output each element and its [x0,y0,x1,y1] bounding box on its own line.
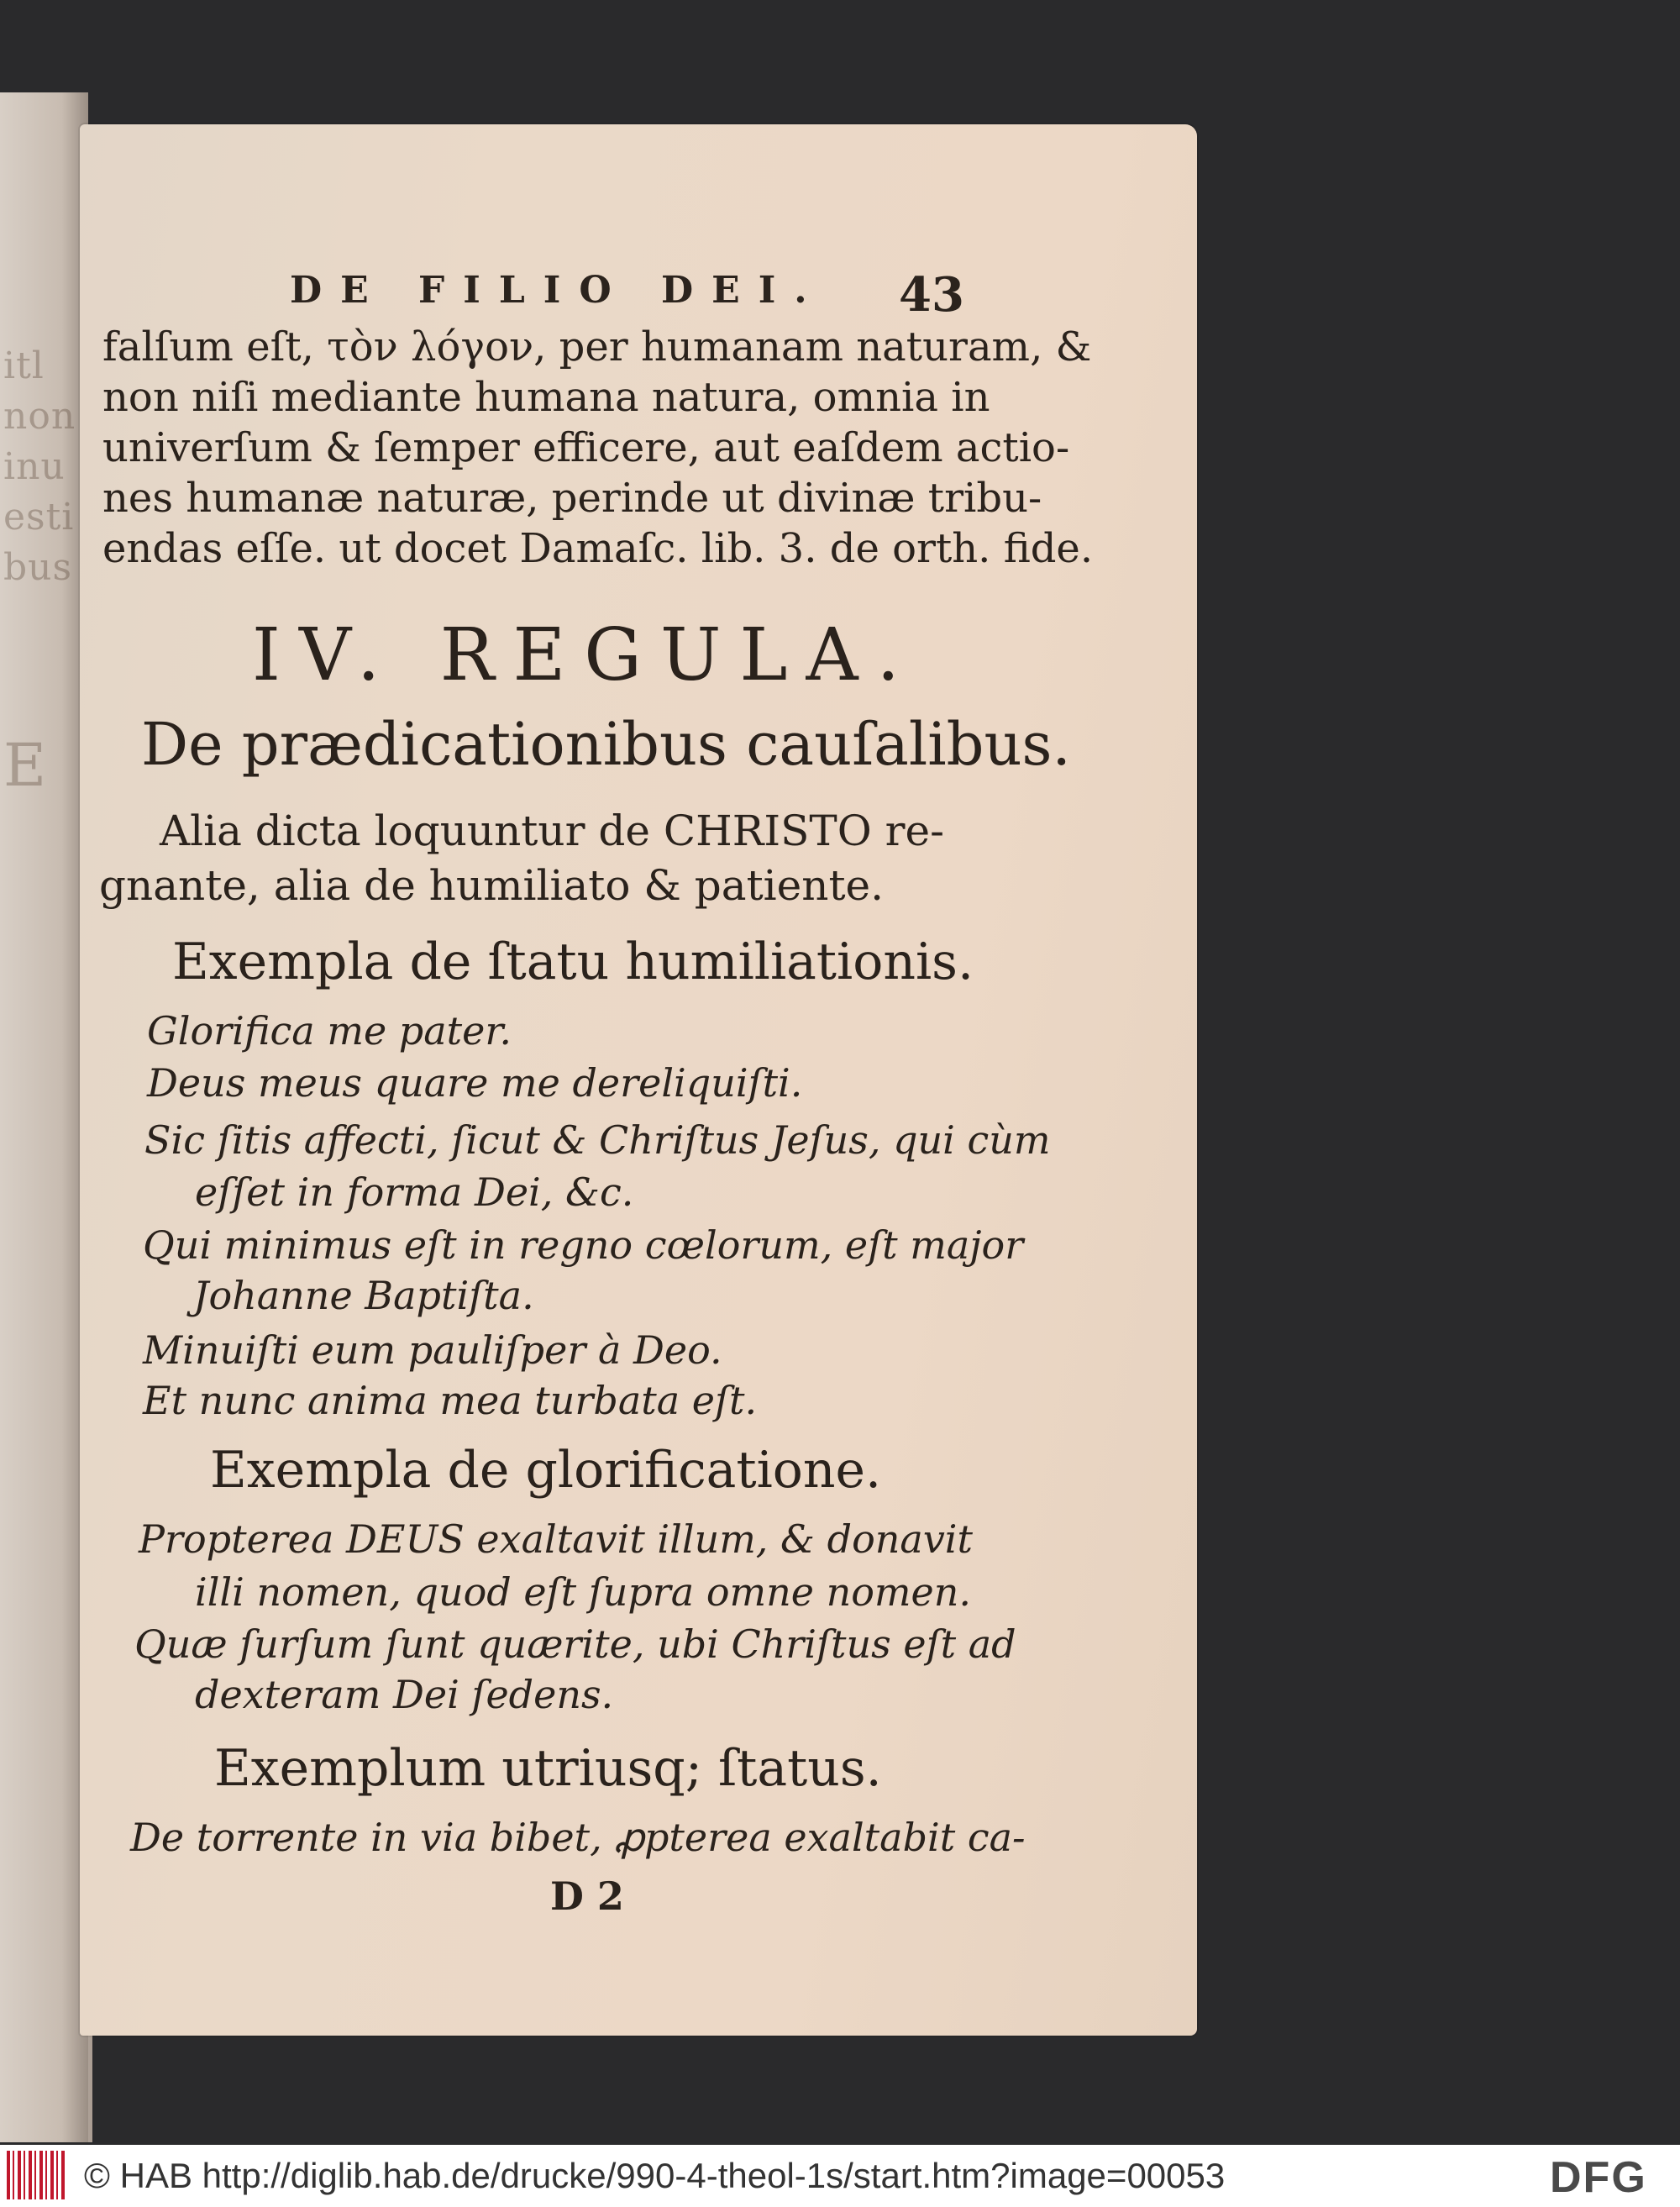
example-line: Minuiſti eum pauliſper à Deo. [143,1327,722,1373]
example-line: eſſet in forma Dei, &c. [195,1169,634,1215]
bleed-through-text: itl [3,344,45,387]
example-line: Quæ ſurſum ſunt quærite, ubi Chriſtus eſt ad [134,1621,1016,1667]
text-line: falſum eſt, τὸν λόγον, per humanam naturam, & [102,323,1092,370]
section-heading-humiliation: Exempla de ſtatu humiliationis. [172,933,974,991]
section-heading-both: Exemplum utriusq; ſtatus. [214,1739,882,1798]
bleed-through-text: esti [3,496,75,539]
running-head: DE FILIO DEI. [290,269,826,312]
rule-subheading: De prædicationibus cauſalibus. [141,710,1071,779]
example-line: illi nomen, quod eſt ſupra omne nomen. [195,1569,972,1615]
text-line: Alia dicta loquuntur de CHRISTO re- [160,807,945,855]
rule-heading: IV. REGULA. [252,613,918,697]
page-number: 43 [899,267,964,323]
example-line: Johanne Baptiſta. [193,1273,534,1318]
text-line: univerſum & ſemper efficere, aut eaſdem actio- [102,424,1070,471]
bleed-through-text: E [3,731,48,800]
signature-mark: D 2 [550,1873,624,1919]
bleed-through-text: non [3,395,76,438]
example-line: Deus meus quare me dereliquiſti. [147,1060,803,1106]
text-line: non niſi mediante humana natura, omnia in [102,374,990,421]
example-line: Sic ſitis affecti, ſicut & Chriſtus Jeſus, qui cùm [144,1117,1051,1163]
example-line: dexteram Dei ſedens. [195,1672,614,1717]
example-line: Qui minimus eſt in regno cœlorum, eſt major [143,1222,1024,1268]
example-line: Glorifica me pater. [147,1008,512,1054]
previous-page-edge [0,92,88,2142]
section-heading-glorification: Exempla de glorificatione. [210,1441,882,1500]
text-line: nes humanæ naturæ, perinde ut divinæ tribu- [102,475,1042,522]
copyright-link[interactable]: © HAB http://diglib.hab.de/drucke/990-4-theol-1s/start.htm?image=00053 [84,2156,1226,2195]
bleed-through-text: bus [3,546,73,589]
dfg-logo: DFG [1550,2153,1647,2202]
example-line: Propterea DEUS exaltavit illum, & donavit [139,1516,973,1562]
barcode-icon [7,2151,67,2199]
bleed-through-text: inu [3,445,66,488]
example-line: Et nunc anima mea turbata eſt. [143,1378,758,1423]
text-line: gnante, alia de humiliato & patiente. [99,861,885,910]
text-line: endas eſſe. ut docet Damaſc. lib. 3. de orth. fide. [102,525,1094,572]
example-line: De torrente in via bibet, ꝓpterea exaltabit ca- [130,1815,1026,1860]
